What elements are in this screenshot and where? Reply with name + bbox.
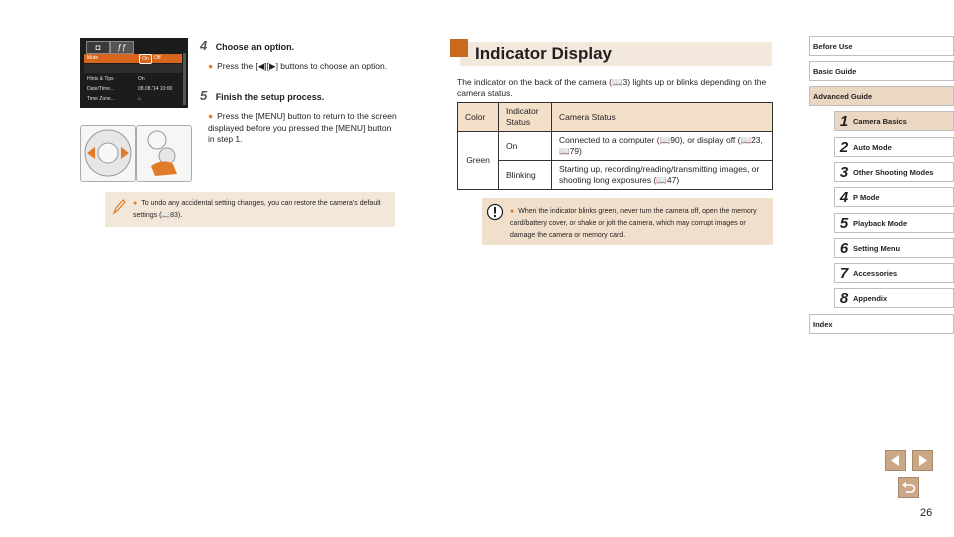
return-button[interactable] [898, 477, 919, 498]
nav-index[interactable]: Index [809, 314, 954, 334]
caution-text-block [510, 206, 768, 242]
menu-row-blank [84, 64, 182, 73]
nav-basic-guide[interactable]: Basic Guide [809, 61, 954, 81]
table-header: Camera Status [552, 103, 773, 132]
caution-icon [486, 203, 504, 221]
table-header-row [458, 103, 773, 132]
nav-chapter-3[interactable] [834, 162, 954, 182]
table-row [458, 132, 773, 161]
step-title: Finish the setup process. [215, 92, 325, 102]
settings-tab-icon: ƒƒ [110, 41, 134, 54]
table-cell-camera: Starting up, recording/reading/transmitting images, or shooting long exposures (📖47) [552, 161, 773, 190]
chapter-number: 1 [839, 113, 849, 130]
table-header: Color [458, 103, 499, 132]
previous-page-button[interactable] [885, 450, 906, 471]
page-number: 26 [920, 507, 933, 519]
chapter-label: Accessories [853, 269, 898, 278]
chapter-number: 8 [839, 290, 849, 307]
step-4 [200, 37, 400, 73]
chapter-number: 6 [839, 240, 849, 257]
bullet-icon: ● [510, 208, 515, 215]
chapter-number: 5 [839, 215, 849, 232]
table-cell-status: Blinking [499, 161, 552, 190]
menu-row-mute: Mute On Off [84, 54, 182, 63]
section-marker [450, 39, 468, 57]
bullet-icon: ● [208, 111, 214, 121]
chapter-number: 2 [839, 139, 849, 156]
chapter-label: Other Shooting Modes [853, 168, 934, 177]
table-row [458, 161, 773, 190]
menu-scrollbar [183, 53, 186, 105]
table-cell-status: On [499, 132, 552, 161]
tip-note-text: To undo any accidental setting changes, you can restore the camera's default settings (📖83). [133, 200, 381, 219]
camera-tab-icon: ◘ [86, 41, 110, 54]
nav-chapter-8[interactable] [834, 288, 954, 308]
step-title: Choose an option. [215, 42, 295, 52]
chapter-label: Setting Menu [853, 244, 901, 253]
chapter-label: Camera Basics [853, 117, 907, 126]
chapter-number: 3 [839, 164, 849, 181]
chapter-number: 4 [839, 189, 849, 206]
chapter-label: Playback Mode [853, 219, 908, 228]
nav-chapter-1[interactable] [834, 111, 954, 131]
step-number: 4 [200, 38, 208, 53]
section-intro: The indicator on the back of the camera (📖3) lights up or blinks depending on the camera status. [457, 77, 767, 98]
section-title: Indicator Display [475, 44, 612, 63]
return-arrow-icon [899, 478, 918, 497]
menu-row-timezone: Time Zone... ⌂ [87, 96, 142, 102]
step-5 [200, 87, 400, 146]
tip-note [105, 192, 395, 227]
chapter-label: P Mode [853, 193, 880, 202]
control-dial-illustration [80, 125, 136, 182]
menu-button-illustration [136, 125, 192, 182]
nav-advanced-guide[interactable]: Advanced Guide [809, 86, 954, 106]
nav-chapter-6[interactable] [834, 238, 954, 258]
nav-chapter-7[interactable] [834, 263, 954, 283]
chapter-label: Auto Mode [853, 143, 892, 152]
chapter-number: 7 [839, 265, 849, 282]
nav-before-use[interactable]: Before Use [809, 36, 954, 56]
caution-text: When the indicator blinks green, never turn the camera off, open the memory card/battery cover, or shake or jolt the camera, which may corrupt images or damage the camera or memory card. [510, 208, 757, 239]
table-header: Indicator Status [499, 103, 552, 132]
table-cell-camera: Connected to a computer (📖90), or display off (📖23, 📖79) [552, 132, 773, 161]
menu-row-datetime: Date/Time... 08.08.'14 10:00 [87, 86, 173, 92]
nav-chapter-4[interactable] [834, 187, 954, 207]
nav-chapter-5[interactable] [834, 213, 954, 233]
step-body: Press the [◀][▶] buttons to choose an option. [217, 61, 388, 71]
camera-menu-screenshot [80, 38, 188, 108]
next-page-button[interactable] [912, 450, 933, 471]
bullet-icon: ● [133, 200, 138, 207]
arrow-right-icon [913, 451, 932, 470]
pencil-icon [111, 198, 127, 216]
chapter-label: Appendix [853, 294, 888, 303]
table-cell-color: Green [458, 132, 499, 190]
menu-row-hints: Hints & Tips On [87, 76, 145, 82]
step-body: Press the [MENU] button to return to the screen displayed before you pressed the [MENU] button in step 1. [208, 111, 397, 144]
indicator-status-table [457, 102, 773, 190]
bullet-icon: ● [208, 61, 214, 71]
arrow-left-icon [886, 451, 905, 470]
nav-chapter-2[interactable] [834, 137, 954, 157]
step-number: 5 [200, 88, 208, 103]
